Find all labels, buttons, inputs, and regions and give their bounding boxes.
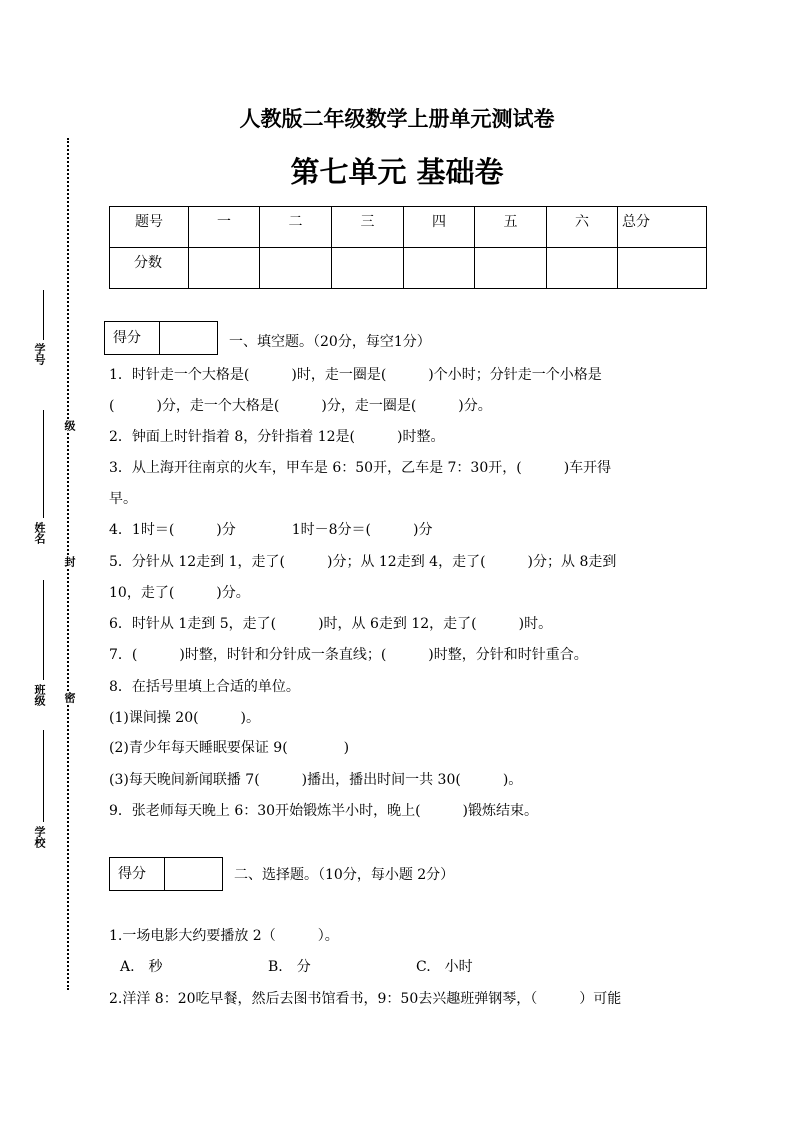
score-table-header-row [110,207,707,248]
option-b: B. 分 [268,959,311,975]
score-table-cell: 二 [260,207,332,248]
score-table-score-row [110,248,707,289]
question-line: 1．时针走一个大格是( )时，走一圈是( )个小时；分针走一个小格是 [109,367,602,383]
question-line: 1.一场电影大约要播放 2（ ）。 [109,928,339,944]
question-line: 5．分针从 12走到 1，走了( )分；从 12走到 4，走了( )分；从 8走到 [109,554,617,570]
class-underline [43,580,44,680]
exam-subtitle: 第七单元 基础卷 [290,155,504,189]
score-entry-cell[interactable] [618,248,707,289]
seal-char: 封 [63,556,76,567]
score-table-cell: 题号 [110,207,189,248]
name-underline [43,410,44,518]
name-label: 姓名 [33,522,46,544]
question-line: 2.洋洋 8：20吃早餐，然后去图书馆看书，9：50去兴趣班弹钢琴，（ ）可能 [109,991,622,1007]
question-line: 8．在括号里填上合适的单位。 [109,679,300,695]
student-id-label: 学号 [33,343,46,365]
class-seal-char: 级 [63,420,76,431]
score-table-cell: 四 [404,207,475,248]
section1-score-box [104,321,218,355]
secret-char: 密 [63,692,76,703]
question-line: 6．时针从 1走到 5，走了( )时，从 6走到 12，走了( )时。 [109,616,553,632]
question-line: 7．( )时整，时针和分针成一条直线；( )时整，分针和时针重合。 [109,647,588,663]
question-line: 2．钟面上时针指着 8，分针指着 12是( )时整。 [109,429,445,445]
section2-title: 二、选择题。（10分，每小题 2分） [234,867,455,883]
score-table-cell: 分数 [110,248,189,289]
score-table-cell: 总分 [618,207,707,248]
score-table-cell: 六 [547,207,618,248]
section2-score-entry[interactable] [165,858,222,890]
section2-score-label: 得分 [110,858,165,890]
section1-title: 一、填空题。（20分，每空1分） [229,334,431,350]
question-line: (3)每天晚间新闻联播 7( )播出，播出时间一共 30( )。 [109,772,523,788]
option-c: C. 小时 [416,959,473,975]
question-line: (2)青少年每天睡眠要保证 9( ) [109,740,350,756]
question-line: 9．张老师每天晚上 6：30开始锻炼半小时，晚上( )锻炼结束。 [109,803,539,819]
question-line: 3．从上海开往南京的火车，甲车是 6：50开，乙车是 7：30开，( )车开得 [109,460,612,476]
question-line: (1)课间操 20( )。 [109,710,261,726]
score-entry-cell[interactable] [332,248,404,289]
score-table-cell: 一 [189,207,260,248]
score-entry-cell[interactable] [189,248,260,289]
school-label: 学校 [33,826,46,848]
exam-title: 人教版二年级数学上册单元测试卷 [239,106,555,131]
section2-score-box [109,857,223,891]
question-line: 4．1时＝( )分 1时－8分＝( )分 [109,522,433,538]
option-a: A. 秒 [120,959,163,975]
score-table-cell: 五 [475,207,547,248]
score-table-cell: 三 [332,207,404,248]
school-underline [43,730,44,822]
question-line: 早。 [109,491,137,507]
question-line: 10，走了( )分。 [109,585,250,601]
class-label: 班级 [33,684,46,706]
score-entry-cell[interactable] [547,248,618,289]
student-id-underline [43,290,44,340]
score-entry-cell[interactable] [475,248,547,289]
score-entry-cell[interactable] [260,248,332,289]
score-table [109,206,707,289]
section1-score-entry[interactable] [160,322,217,354]
score-entry-cell[interactable] [404,248,475,289]
section1-score-label: 得分 [105,322,160,354]
question-line: ( )分，走一个大格是( )分，走一圈是( )分。 [109,398,492,414]
